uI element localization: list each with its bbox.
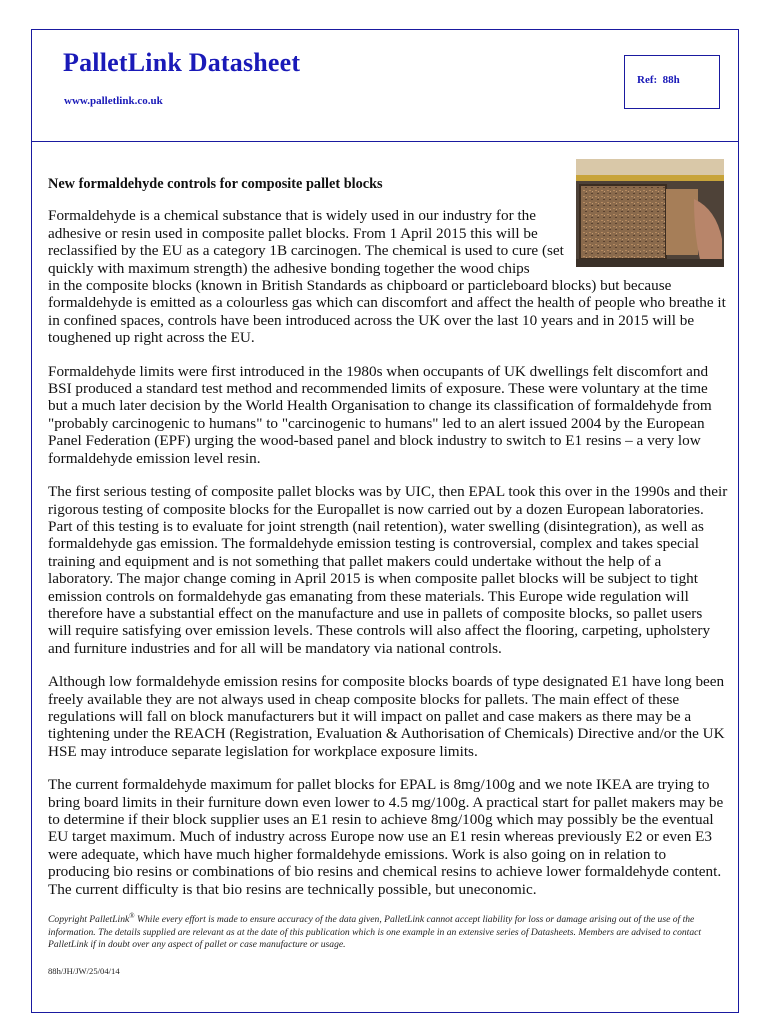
article-paragraph-3: The first serious testing of composite pallet blocks was by UIC, then EPAL took this over in the 1990s and their rigorous testing of composite blocks for the Europallet is now carried out by a dozen European laboratories. Part of this testing is to evaluate for joint strength (nail retention), water swelling (disintegration), as well as formaldehyde gas emission. The formaldehyde emission testing is controversial, complex and takes special training and equipment and is not something that pallet makers could undertake without the help of a laboratory. The major change coming in April 2015 is when composite pallet blocks will be subject to tight emission controls on formaldehyde gas emanating from these materials. This Europe wide regulation will therefore have a substantial effect on the manufacture and use in pallets of composite blocks, so pallet users will require satisfying over emission levels. These controls will also affect the flooring, carpeting, upholstery and furniture industries and for all will be mandatory via national controls. <box>48 483 728 657</box>
article-paragraph-1 <box>48 207 728 346</box>
website-link[interactable]: www.palletlink.co.uk <box>64 95 163 107</box>
copyright-lead: Copyright PalletLink <box>48 914 130 926</box>
registered-mark: ® <box>129 912 135 920</box>
reference-value: 88h <box>662 74 680 86</box>
article-paragraph-5: The current formaldehyde maximum for pallet blocks for EPAL is 8mg/100g and we note IKEA are trying to bring board limits in their furniture down even lower to 4.5 mg/100g. A practical start for pallet makers may be to determine if their block supplier uses an E1 resin to achieve 8mg/100g which may possibly be the eventual EU target maximum. Much of industry across Europe now use an E1 resin whereas previously E2 or even E3 were adequate, which have much higher formaldehyde emissions. Work is also going on in relation to producing bio resins or combinations of bio resins and chemical resins to achieve lower formaldehyde content. The current difficulty is that bio resins are technically possible, but uneconomic. <box>48 776 724 898</box>
paragraph-1-rest: in the composite blocks (known in British Standards as chipboard or particleboard blocks) but because formaldehyde is emitted as a colourless gas which can discomfort and affect the health of people who breathe it in confined spaces, controls have been introduced across the UK over the last 10 years and in 2015 will be toughened up right across the EU. <box>48 277 726 347</box>
disclaimer-text: While every effort is made to ensure accuracy of the data given, PalletLink cannot accept liability for loss or damage arising out of the use of the information. The details supplied are relevant as at the date of this publication which is one example in an extensive series of Datasheets. Members are advised to contact PalletLink if in doubt over any aspect of pallet or case manufacture or usage. <box>48 914 702 951</box>
article <box>48 176 728 914</box>
copyright-notice <box>48 910 728 952</box>
reference-label: Ref: <box>637 74 658 86</box>
header-divider <box>31 141 739 142</box>
article-headline: New formaldehyde controls for composite pallet blocks <box>48 176 383 192</box>
article-paragraph-4: Although low formaldehyde emission resins for composite blocks boards of type designated E1 have long been freely available they are not always used in cheap composite blocks for pallets. The main effect of these regulations will fall on block manufacturers but it will impact on pallet and case makers as there may be a tightening under the REACH (Registration, Evaluation & Authorisation of Chemicals) Directive and/or the UK HSE may introduce separate legislation for workplace exposure limits. <box>48 673 725 760</box>
reference-text <box>637 74 680 86</box>
document-code: 88h/JH/JW/25/04/14 <box>48 966 120 976</box>
page-title: PalletLink Datasheet <box>63 48 301 77</box>
article-paragraph-2: Formaldehyde limits were first introduced in the 1980s when occupants of UK dwellings felt discomfort and BSI produced a standard test method and recommended limits of exposure. These were voluntary at the time but a much later decision by the World Health Organisation to change its classification of formaldehyde from "probably carcinogenic to humans" to "carcinogenic to humans" led to an alert issued 2004 by the European Panel Federation (EPF) urging the wood-based panel and block industry to switch to E1 resins – a very low formaldehyde emission level resin. <box>48 362 712 467</box>
paragraph-1-wrapped: Formaldehyde is a chemical substance that is widely used in our industry for the adhesive or resin used in composite pallet blocks. From 1 April 2015 this will be reclassified by the EU as a category 1B carcinogen. The chemical is used to cure (set quickly with maximum strength) the adhesive bonding together the wood chips <box>48 207 564 277</box>
reference-box <box>624 55 720 109</box>
